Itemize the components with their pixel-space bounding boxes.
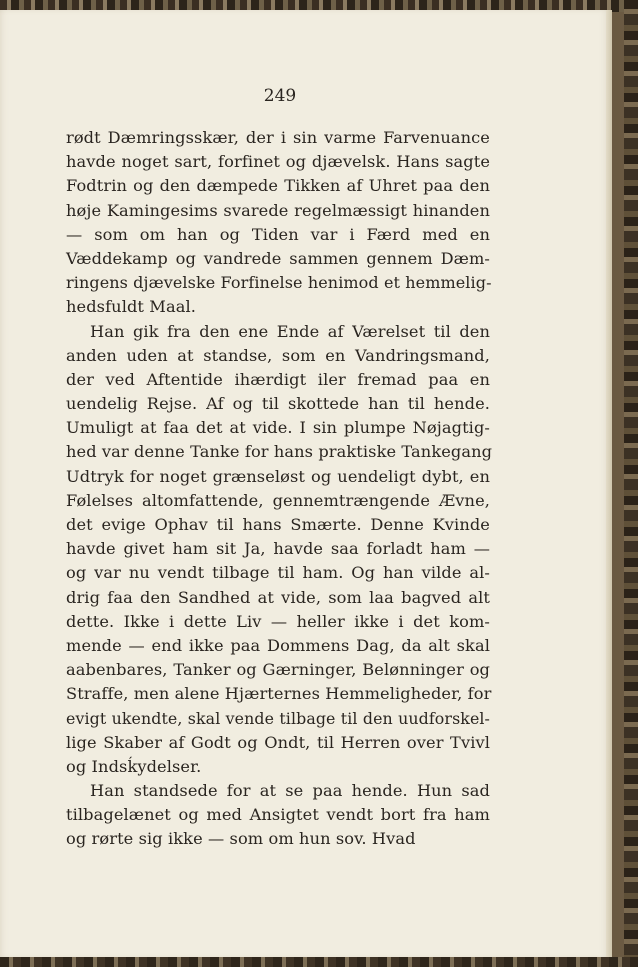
text-line: Han gik fra den ene Ende af Værelset til den: [90, 321, 490, 341]
text-line: havde noget sart, forfinet og djævelsk. Hans sagte: [66, 152, 490, 172]
text-line: havde givet ham sit Ja, havde saa forladt ham —: [66, 539, 490, 559]
text-line: det evige Ophav til hans Smærte. Denne Kvinde: [66, 515, 490, 534]
paragraph: [66, 779, 490, 852]
text-line: tilbagelænet og med Ansigtet vendt bort fra ham: [66, 805, 490, 825]
paragraph: [66, 126, 490, 320]
text-line: uendelig Rejse. Af og til skottede han til hende.: [66, 394, 490, 414]
text-line: lige Skaber af Godt og Ondt, til Herren over Tvivl: [66, 732, 490, 752]
text-line: og var nu vendt tilbage til ham. Og han vilde al-: [66, 563, 490, 583]
text-line: — som om han og Tiden var i Færd med en: [66, 224, 490, 244]
paragraph: [66, 320, 493, 780]
text-line: evigt ukendte, skal vende tilbage til den uudforskel-: [66, 708, 490, 728]
text-line: aabenbares, Tanker og Gærninger, Belønninger og: [66, 660, 490, 680]
text-line: høje Kamingesims svarede regelmæssigt hinanden: [66, 200, 490, 220]
text-line: rødt Dæmringsskær, der i sin varme Farvenuance: [66, 128, 490, 147]
text-line: ringens djævelske Forfinelse henimod et hemmelig-: [66, 273, 492, 293]
text-line: og Indsḱydelser.: [66, 756, 202, 776]
text-line: Følelses altomfattende, gennemtrængende Ævne,: [66, 490, 490, 510]
text-line: Umuligt at faa det at vide. I sin plumpe Nøjagtig-: [66, 418, 490, 438]
text-line: mende — end ikke paa Dommens Dag, da alt skal: [66, 635, 490, 655]
text-line: Fodtrin og den dæmpede Tikken af Uhret paa den: [66, 176, 490, 196]
text-line: der ved Aftentide ihærdigt iler fremad paa en: [66, 369, 490, 389]
text-line: Væddekamp og vandrede sammen gennem Dæm-: [66, 248, 490, 268]
text-line: hedsfuldt Maal.: [66, 297, 196, 317]
paragraph-container: [66, 126, 493, 852]
text-line: drig faa den Sandhed at vide, som laa bagved alt: [66, 587, 490, 607]
text-line: Han standsede for at se paa hende. Hun sad: [90, 781, 490, 801]
marbled-edge-bottom: [0, 957, 638, 967]
book-page: [0, 10, 612, 958]
text-line: og rørte sig ikke — som om hun sov. Hvad: [66, 829, 416, 849]
marbled-edge-right: [624, 0, 638, 967]
text-line: hed var denne Tanke for hans praktiske Tankegang: [66, 442, 493, 462]
text-line: Straffe, men alene Hjærternes Hemmeligheder, for: [66, 684, 492, 704]
page-number: 249: [263, 86, 297, 106]
text-line: dette. Ikke i dette Liv — heller ikke i det kom-: [66, 611, 490, 631]
body-text: [66, 126, 493, 852]
text-line: Udtryk for noget grænseløst og uendeligt dybt, en: [66, 466, 490, 486]
text-line: anden uden at standse, som en Vandringsmand,: [66, 345, 490, 365]
page-gutter-shadow: [606, 10, 612, 958]
